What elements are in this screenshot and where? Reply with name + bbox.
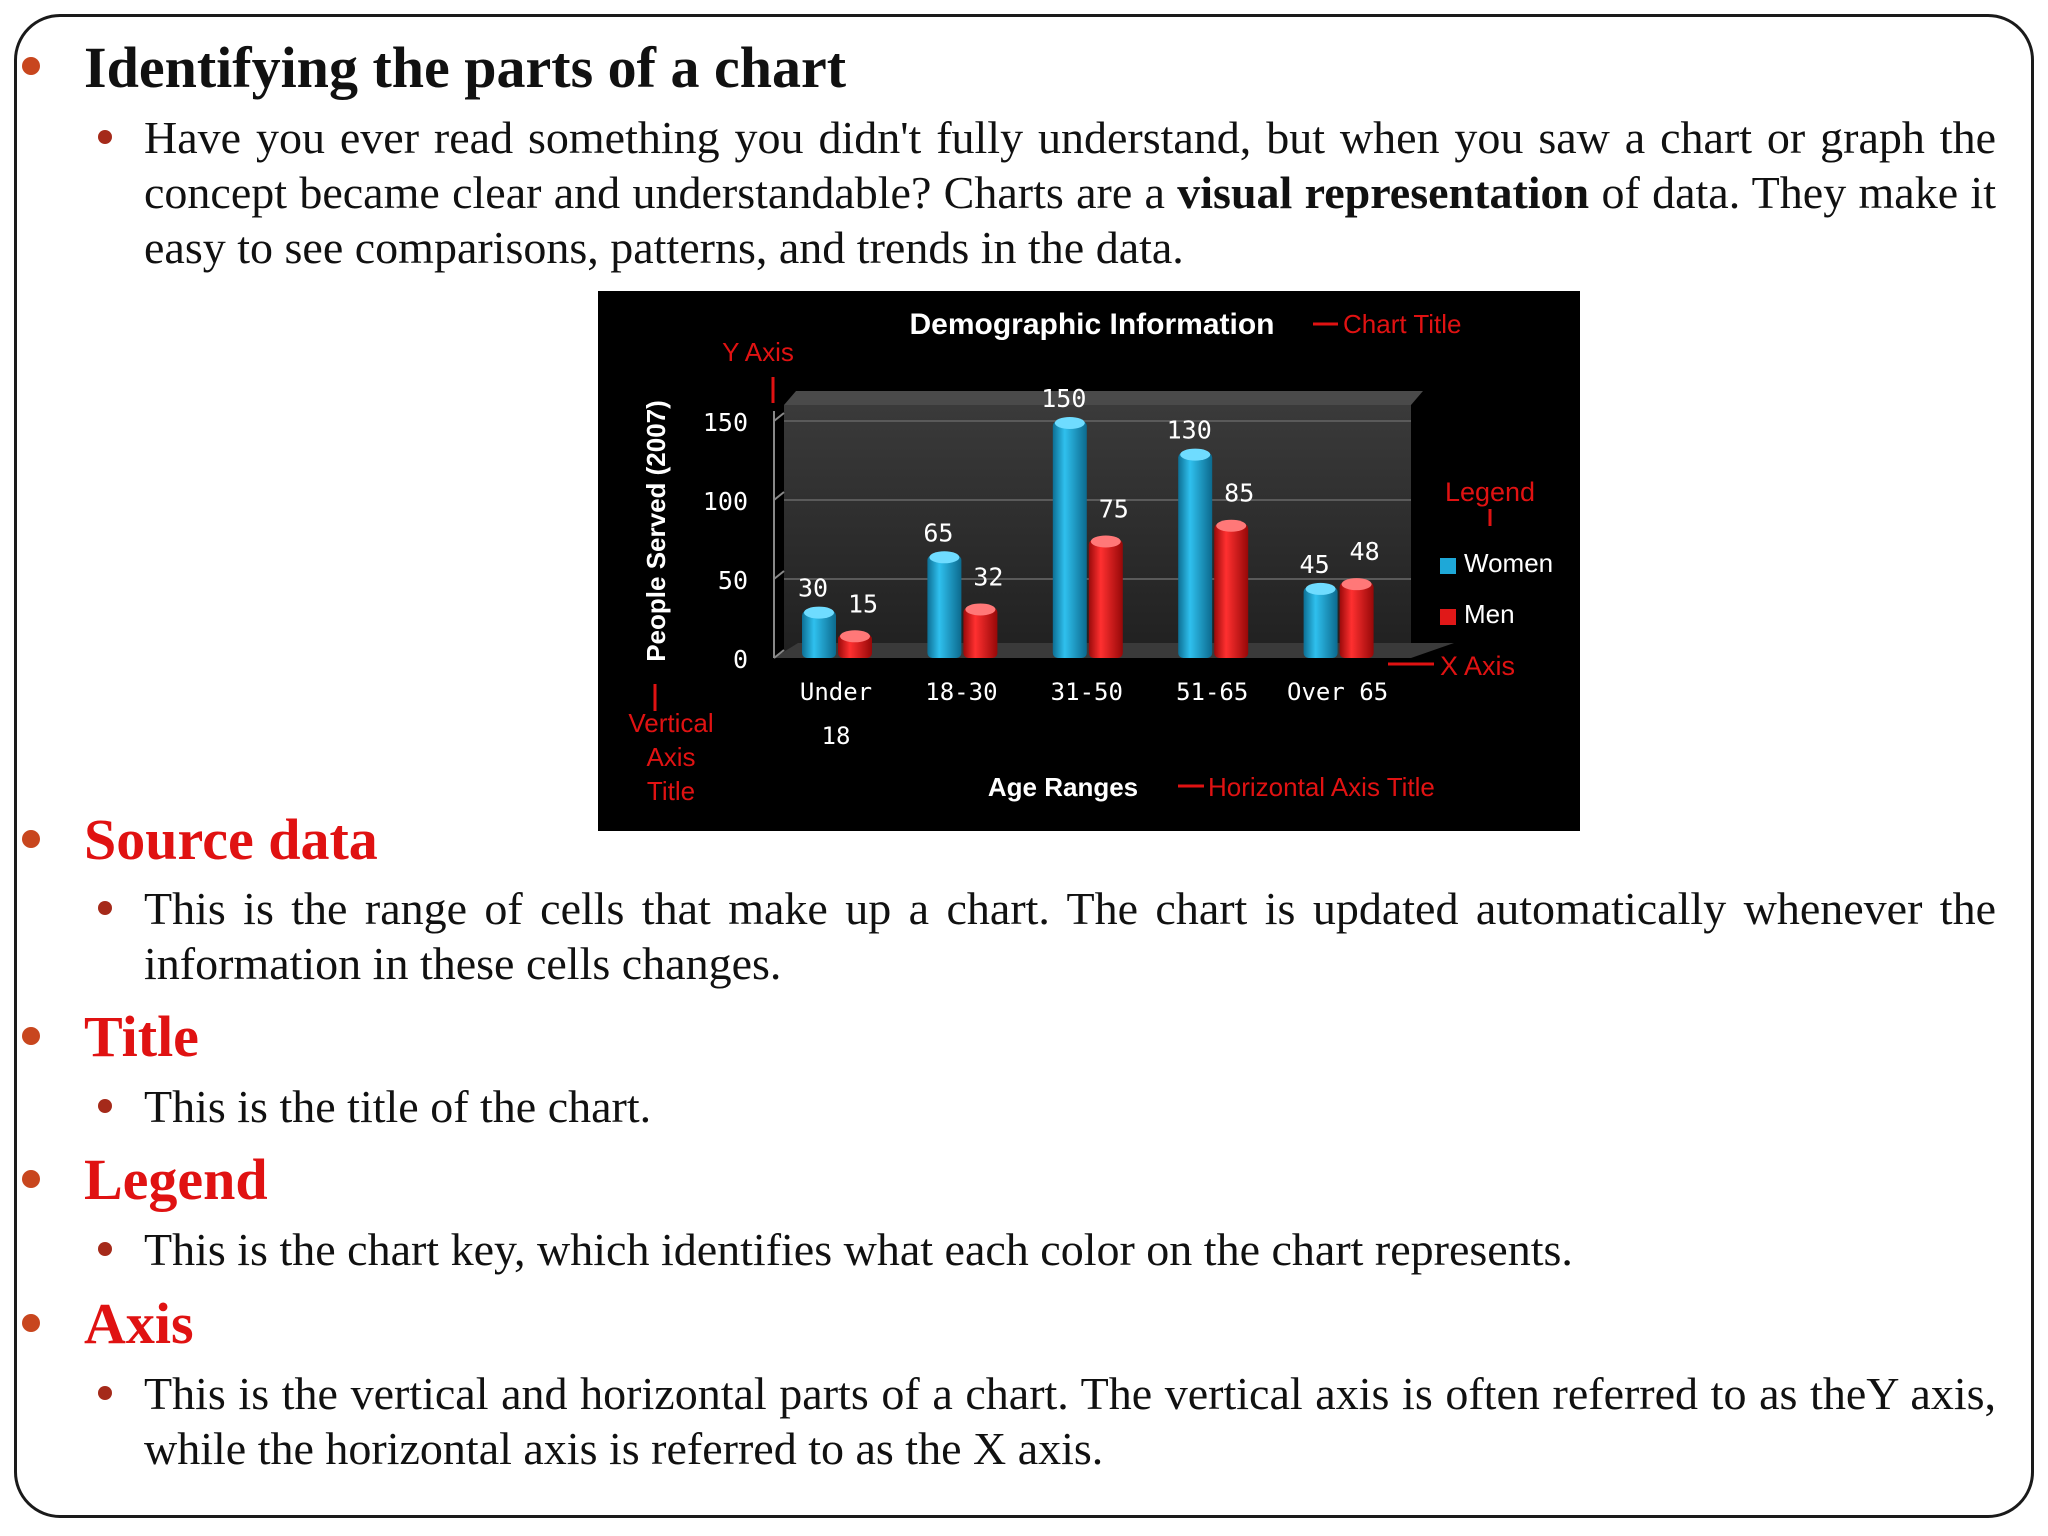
data-label-women-3: 130 [1166,415,1212,445]
y-tick-label: 150 [702,408,748,437]
bar-women-2 [1053,421,1087,658]
sub-bullet [98,901,112,915]
bar-men-4 [1340,582,1374,658]
sub-bullet [98,1099,112,1113]
chart-svg [598,291,1580,831]
section-bullet [22,830,40,848]
legend-swatch-women [1440,558,1456,574]
data-label-men-4: 48 [1349,537,1380,567]
title-paragraph: This is the title of the chart. [144,1081,652,1132]
y-tick-label: 50 [717,566,748,595]
bar-cap-men-0 [840,630,870,642]
legend-paragraph: This is the chart key, which identifies what each color on the chart represents. [144,1224,1573,1275]
demographic-chart [598,291,1580,831]
sub-bullet [98,130,112,144]
data-label-women-4: 45 [1299,549,1330,579]
x-tick-label-4: Over 65 [1287,678,1389,706]
intro-text-2: of data. They make it easy to see comparisons, patterns, and trends in the data. [144,167,1996,273]
heading-title: Title [84,1004,199,1069]
x-axis-title: Age Ranges [987,772,1139,802]
bar-cap-women-4 [1306,583,1336,595]
data-label-women-1: 65 [923,518,954,548]
annotation-vertical-line-1: Vertical [628,708,714,738]
legend-label-women: Women [1464,548,1554,578]
intro-text-1: Have you ever read something you didn't fully understand, but when you saw a chart or graph the concept became clear and understandable? Charts are a [144,112,1996,218]
x-tick-label-1: 18-30 [925,678,998,706]
x-tick-label-2: 31-50 [1050,678,1123,706]
section-bullet [22,1027,40,1045]
section-bullet [22,1314,40,1332]
y-tick-label: 0 [732,645,748,674]
heading-legend: Legend [84,1147,268,1212]
y-tick-mark [774,492,784,500]
bar-cap-men-4 [1342,578,1372,590]
x-tick-label-0: 18 [821,722,851,750]
bar-women-3 [1178,453,1212,658]
bar-women-1 [927,555,961,658]
data-label-men-3: 85 [1224,478,1255,508]
y-tick-mark [774,413,784,421]
annotation-x-axis: X Axis [1440,651,1516,681]
data-label-women-2: 150 [1041,384,1087,413]
x-tick-label-3: 51-65 [1176,678,1249,706]
y-axis-title: People Served (2007) [641,400,671,662]
y-tick-mark [774,571,784,579]
heading-axis: Axis [84,1291,194,1356]
axis-paragraph: This is the vertical and horizontal parts of a chart. The vertical axis is often referred to as theY axis, while the horizontal axis is referred to as the X axis. [144,1368,1996,1474]
source-data-paragraph: This is the range of cells that make up a chart. The chart is updated automatically whenever the information in these cells changes. [144,883,1996,989]
annotation-vertical-line-3: Title [646,776,696,806]
bar-men-2 [1089,540,1123,659]
section-bullet [22,1170,40,1188]
bar-cap-women-0 [804,607,834,619]
data-label-men-1: 32 [973,562,1004,592]
bar-cap-men-3 [1216,520,1246,532]
legend-swatch-men [1440,609,1456,625]
bar-cap-women-3 [1180,449,1210,461]
heading-identifying-parts: Identifying the parts of a chart [84,35,847,100]
bar-cap-women-2 [1055,417,1085,429]
x-tick-label-0: Under [799,678,873,706]
chart-wall-top [784,391,1423,405]
bar-cap-men-1 [965,603,995,615]
chart-title: Demographic Information [909,308,1275,341]
bar-men-3 [1214,524,1248,658]
section-bullet [22,57,40,75]
annotation-y-axis: Y Axis [722,337,794,367]
sub-bullet [98,1242,112,1256]
y-tick-label: 100 [702,487,748,516]
data-label-women-0: 30 [797,573,829,603]
data-label-men-0: 15 [847,589,879,619]
annotation-legend: Legend [1444,477,1536,507]
annotation-vertical-line-2: Axis [646,742,696,772]
annotation-chart-title: Chart Title [1343,309,1462,339]
data-label-men-2: 75 [1098,494,1129,524]
bar-women-4 [1304,587,1338,658]
heading-source-data: Source data [84,807,378,872]
bar-cap-men-2 [1091,536,1121,548]
legend-label-men: Men [1464,599,1515,629]
bar-cap-women-1 [929,551,959,563]
intro-bold-term: visual representation [1177,167,1590,218]
intro-paragraph [144,110,1996,275]
sub-bullet [98,1386,112,1400]
annotation-horizontal-axis-title: Horizontal Axis Title [1208,772,1435,802]
